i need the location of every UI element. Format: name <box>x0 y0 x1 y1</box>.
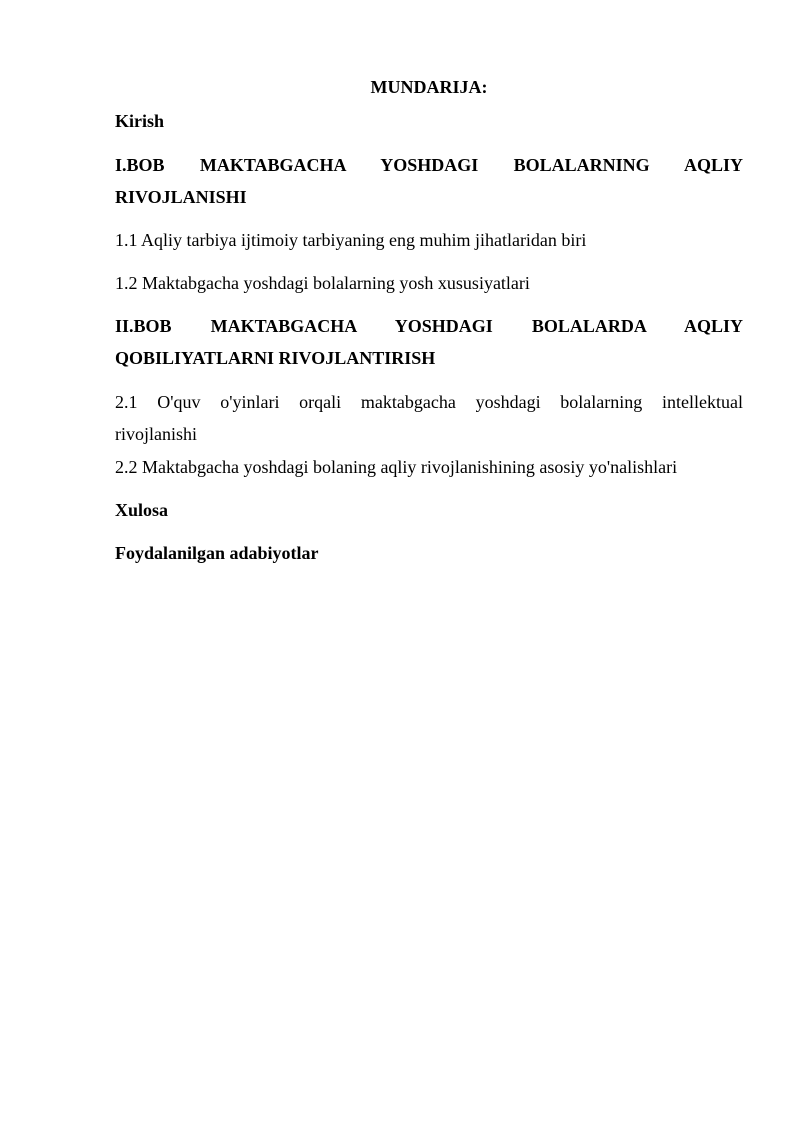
toc-section-2-2: 2.2 Maktabgacha yoshdagi bolaning aqliy rivojlanishining asosiy yo'nalishlari <box>115 457 678 477</box>
toc-item-conclusion: Xulosa <box>115 500 169 520</box>
toc-chapter-1-line-2: RIVOJLANISHI <box>115 187 247 207</box>
toc-chapter-2-line-2: QOBILIYATLARNI RIVOJLANTIRISH <box>115 348 436 368</box>
toc-item-references: Foydalanilgan adabiyotlar <box>115 543 319 563</box>
toc-section-1-1: 1.1 Aqliy tarbiya ijtimoiy tarbiyaning eng muhim jihatlaridan biri <box>115 230 587 250</box>
page-title: MUNDARIJA: <box>370 77 488 97</box>
toc-chapter-1-line-1: I.BOB MAKTABGACHA YOSHDAGI BOLALARNING AQLIY <box>115 155 743 175</box>
toc-section-1-2: 1.2 Maktabgacha yoshdagi bolalarning yosh xususiyatlari <box>115 273 530 293</box>
toc-chapter-2-line-1: II.BOB MAKTABGACHA YOSHDAGI BOLALARDA AQLIY <box>115 316 743 336</box>
toc-section-2-1-line-1: 2.1 O'quv o'yinlari orqali maktabgacha yoshdagi bolalarning intellektual <box>115 392 743 412</box>
toc-section-2-1-line-2: rivojlanishi <box>115 424 197 444</box>
toc-item-intro: Kirish <box>115 111 165 131</box>
